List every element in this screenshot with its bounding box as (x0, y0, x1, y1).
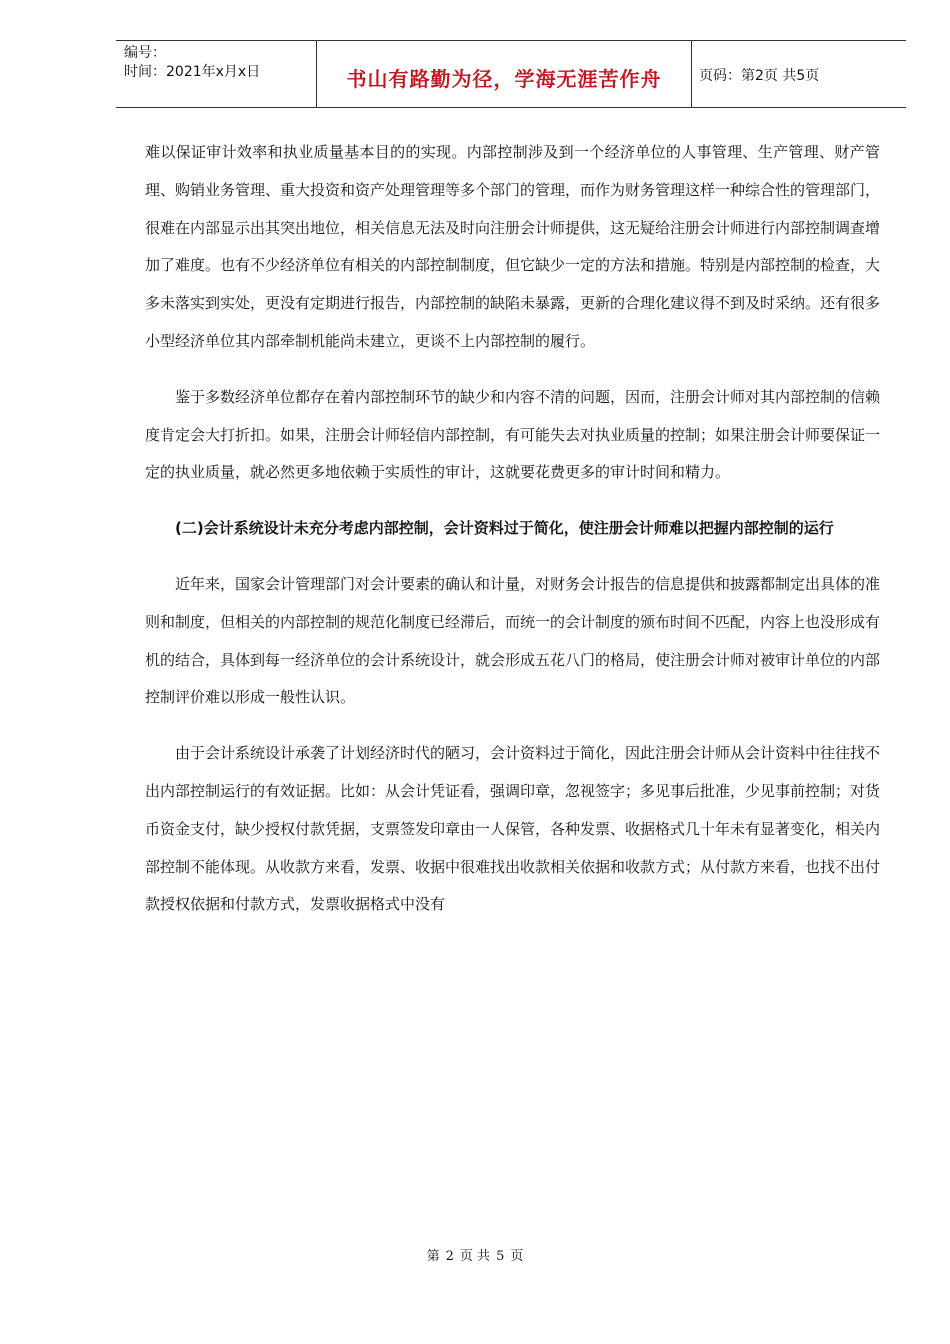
document-body (145, 134, 880, 924)
serial-label: 编号： (124, 45, 166, 61)
header-motto-cell (316, 41, 692, 107)
footer-page-number: 2 (445, 1249, 454, 1264)
header-page-cell (691, 41, 906, 107)
paragraph: 由于会计系统设计承袭了计划经济时代的陋习，会计资料过于简化，因此注册会计师从会计资料中往往找不出内部控制运行的有效证据。比如：从会计凭证看，强调印章，忽视签字；多见事后批准，少见事前控制；对货币资金支付，缺少授权付款凭据，支票签发印章由一人保管，各种发票、收据格式几十年未有显著变化，相关内部控制不能体现。从收款方来看，发票、收据中很难找出收款相关依据和收款方式；从付款方来看，也找不出付款授权依据和付款方式，发票收据格式中没有 (145, 744, 881, 914)
paragraph-continuation: 难以保证审计效率和执业质量基本目的的实现。内部控制涉及到一个经济单位的人事管理、生产管理、财产管理、购销业务管理、重大投资和资产处理管理等多个部门的管理，而作为财务管理这样一种综合性的管理部门，很难在内部显示出其突出地位，相关信息无法及时向注册会计师提供，这无疑给注册会计师进行内部控制调查增加了难度。也有不少经济单位有相关的内部控制制度，但它缺少一定的方法和措施。特别是内部控制的检查，大多未落实到实处，更没有定期进行报告，内部控制的缺陷未暴露，更新的合理化建议得不到及时采纳。还有很多小型经济单位其内部牵制机能尚未建立，更谈不上内部控制的履行。 (145, 143, 881, 350)
paragraph: 近年来，国家会计管理部门对会计要素的确认和计量，对财务会计报告的信息提供和披露都制定出具体的准则和制度，但相关的内部控制的规范化制度已经滞后，而统一的会计制度的颁布时间不匹配，内容上也没形成有机的结合，具体到每一经济单位的会计系统设计，就会形成五花八门的格局，使注册会计师对被审计单位的内部控制评价难以形成一般性认识。 (145, 574, 881, 707)
header-page-info: 页码：第2页 共5页 (699, 68, 820, 84)
footer-total-pages: 5 (496, 1249, 505, 1264)
date-label: 时间：2021年x月x日 (124, 64, 261, 80)
header-meta-cell (116, 41, 316, 107)
page-header (116, 40, 906, 108)
header-motto: 书山有路勤为径，学海无涯苦作舟 (346, 67, 662, 91)
footer-mid: 页 共 (459, 1249, 491, 1264)
footer-suffix: 页 (510, 1249, 524, 1264)
section-heading: (二)会计系统设计未充分考虑内部控制，会计资料过于简化，使注册会计师难以把握内部控制的运行 (175, 519, 834, 538)
page-footer (0, 1245, 950, 1264)
footer-prefix: 第 (426, 1249, 440, 1264)
paragraph: 鉴于多数经济单位都存在着内部控制环节的缺少和内容不清的问题，因而，注册会计师对其内部控制的信赖度肯定会大打折扣。如果，注册会计师轻信内部控制，有可能失去对执业质量的控制；如果注册会计师要保证一定的执业质量，就必然更多地依赖于实质性的审计，这就要花费更多的审计时间和精力。 (145, 387, 881, 482)
